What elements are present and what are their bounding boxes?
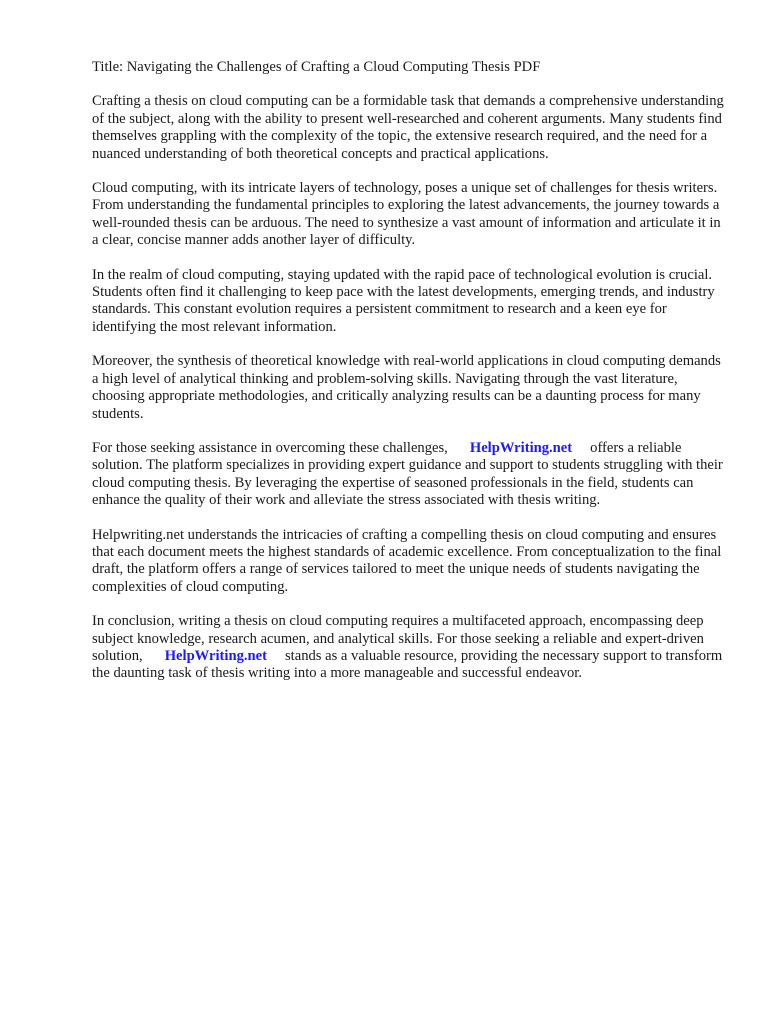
helpwriting-link[interactable]: HelpWriting.net [164,647,267,664]
paragraph-5-text-after: offers a reliable solution. The platform specializes in providing expert guidance and support to students struggling with their cloud computing thesis. By leveraging the expertise of seasoned professionals in the field, students can enhance the quality of their work and alleviate the stress associated with thesis writing. [92,439,723,509]
paragraph-7 [92,613,724,683]
paragraph-3: In the realm of cloud computing, staying updated with the rapid pace of technological evolution is crucial. Students often find it challenging to keep pace with the latest developments, emerging trends, and industry standards. This constant evolution requires a persistent commitment to research and a keen eye for identifying the most relevant information. [92,266,715,335]
paragraph-4: Moreover, the synthesis of theoretical knowledge with real-world applications in cloud computing demands a high level of analytical thinking and problem-solving skills. Navigating through the vast literature, choosing appropriate methodologies, and critically analyzing results can be a daunting process for many students. [92,353,721,422]
paragraph-1: Crafting a thesis on cloud computing can be a formidable task that demands a comprehensive understanding of the subject, along with the ability to present well-researched and coherent arguments. Many students find themselves grappling with the complexity of the topic, the extensive research required, and the need for a nuanced understanding of both theoretical concepts and practical applications. [92,93,724,162]
document-body [92,59,724,700]
paragraph-2: Cloud computing, with its intricate layers of technology, poses a unique set of challenges for thesis writers. From understanding the fundamental principles to exploring the latest advancements, the journey towards a well-rounded thesis can be arduous. The need to synthesize a vast amount of information and articulate it in a clear, concise manner adds another layer of difficulty. [92,180,721,249]
paragraph-5-text-before: For those seeking assistance in overcoming these challenges, [92,439,448,456]
helpwriting-link[interactable]: HelpWriting.net [469,439,573,456]
paragraph-7-text-before: In conclusion, writing a thesis on cloud computing requires a multifaceted approach, encompassing deep subject knowledge, research acumen, and analytical skills. For those seeking a reliable and expert-driven solution, [92,613,704,664]
paragraph-5 [92,440,724,510]
paragraph-6: Helpwriting.net understands the intricacies of crafting a compelling thesis on cloud computing and ensures that each document meets the highest standards of academic excellence. From conceptualization to the final draft, the platform offers a range of services tailored to meet the unique needs of students navigating the complexities of cloud computing. [92,526,722,595]
document-title: Title: Navigating the Challenges of Crafting a Cloud Computing Thesis PDF [92,59,541,75]
paragraph-7-text-after: stands as a valuable resource, providing the necessary support to transform the daunting task of thesis writing into a more manageable and successful endeavor. [92,647,723,682]
